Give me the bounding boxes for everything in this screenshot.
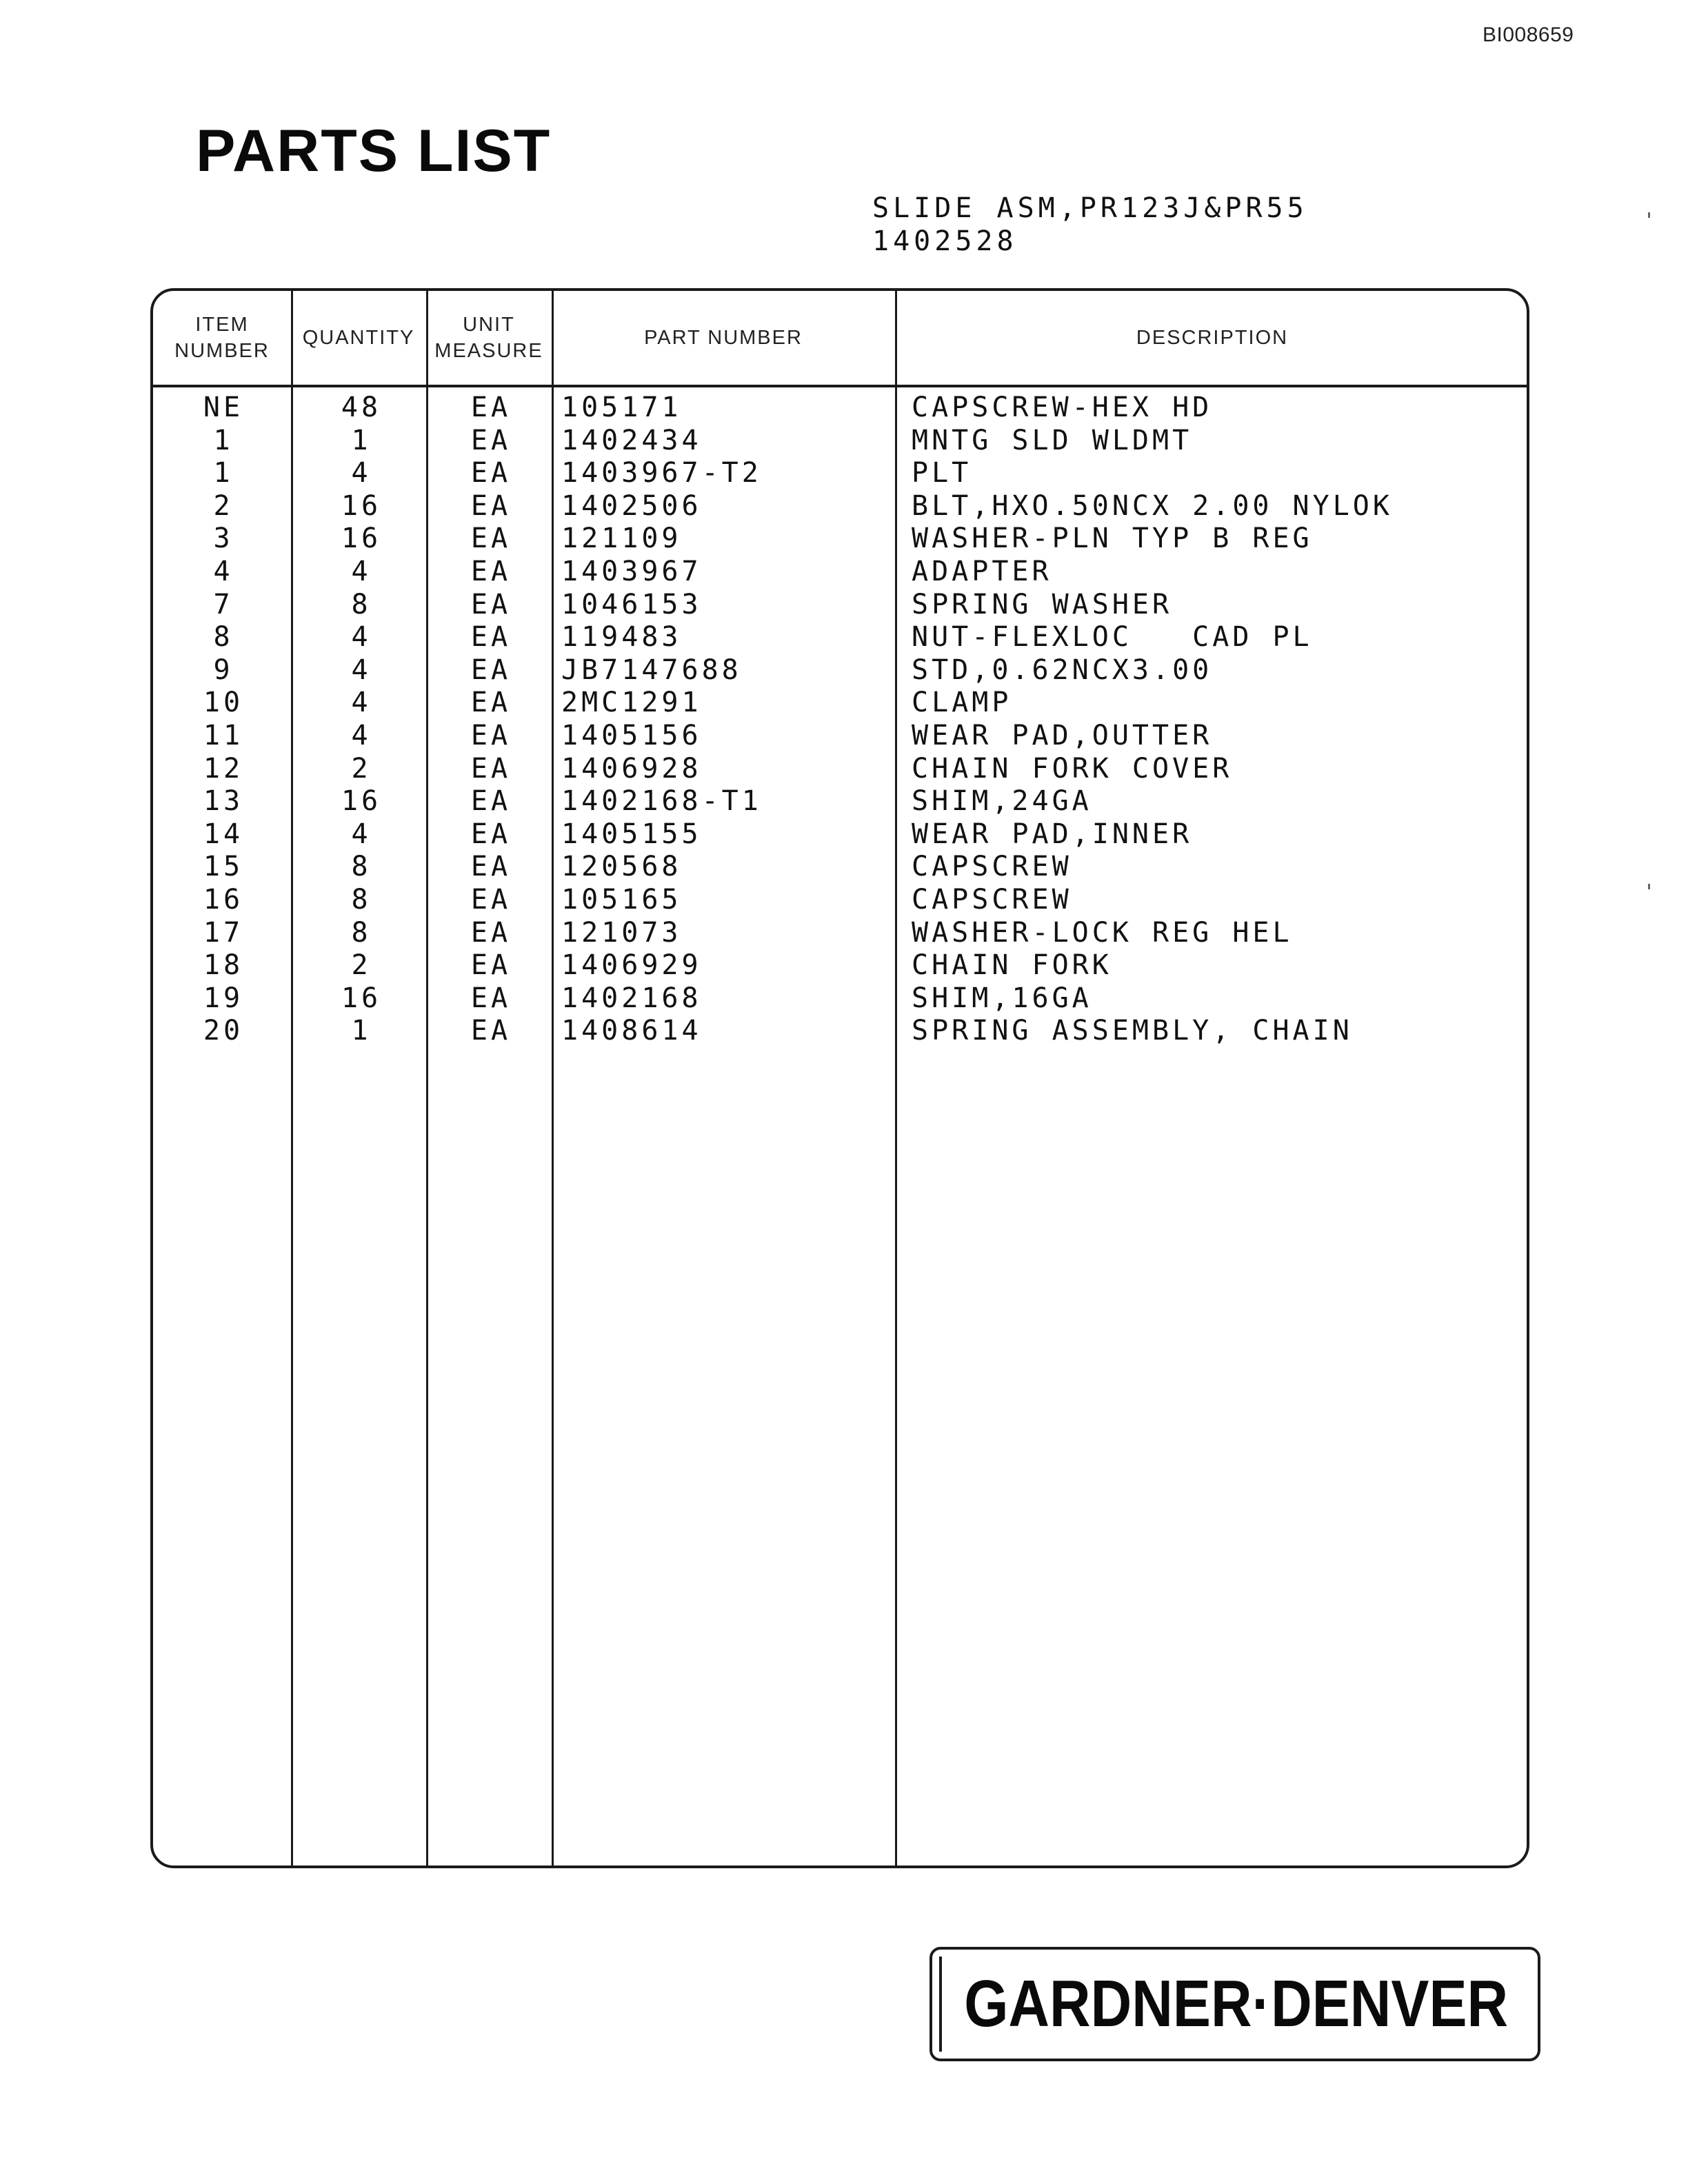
item-number-cell: 15 <box>203 851 244 883</box>
scan-mark <box>1648 884 1650 889</box>
parts-table <box>150 288 1529 1868</box>
description-cell: SPRING ASSEMBLY, CHAIN <box>912 1015 1353 1047</box>
item-number-cell: 17 <box>203 916 244 949</box>
item-number-cell: 9 <box>213 654 234 686</box>
part-number-cell: 105171 <box>561 392 682 423</box>
logo-text: GARDNER·DENVER <box>964 1967 1509 2041</box>
description-cell: CLAMP <box>912 687 1012 719</box>
header-item-number: ITEM NUMBER <box>174 314 270 362</box>
unit-measure-cell: EA <box>470 883 512 916</box>
unit-measure-cell: EA <box>470 555 512 587</box>
table-row <box>153 654 1527 687</box>
description-cell: CAPSCREW <box>912 851 1072 883</box>
item-number-cell: 18 <box>203 949 244 982</box>
unit-measure-cell: EA <box>470 916 512 949</box>
table-row <box>153 753 1527 786</box>
unit-measure-cell: EA <box>470 1015 512 1047</box>
item-number-cell: 4 <box>213 555 234 587</box>
item-number-cell: 20 <box>203 1015 244 1047</box>
quantity-cell: 8 <box>351 916 372 949</box>
table-row <box>153 818 1527 851</box>
quantity-cell: 16 <box>341 785 382 818</box>
assembly-heading <box>872 192 1308 258</box>
quantity-cell: 48 <box>341 392 382 423</box>
unit-measure-cell: EA <box>470 392 512 423</box>
table-row <box>153 917 1527 950</box>
part-number-cell: 1408614 <box>561 1015 702 1047</box>
item-number-cell: NE <box>203 392 244 423</box>
quantity-cell: 16 <box>341 982 382 1014</box>
quantity-cell: 16 <box>341 523 382 555</box>
part-number-cell: 1402506 <box>561 489 702 522</box>
part-number-cell: 1402168 <box>561 982 702 1014</box>
unit-measure-cell: EA <box>470 851 512 883</box>
table-row <box>153 884 1527 917</box>
gardner-denver-logo <box>930 1947 1540 2061</box>
description-cell: WEAR PAD,INNER <box>912 818 1193 850</box>
page-title: PARTS LIST <box>196 118 552 184</box>
quantity-cell: 4 <box>351 654 372 686</box>
header-part-number: PART NUMBER <box>644 327 803 349</box>
header-description: DESCRIPTION <box>1136 327 1289 349</box>
table-row <box>153 589 1527 622</box>
unit-measure-cell: EA <box>470 818 512 850</box>
part-number-cell: 1406928 <box>561 752 702 785</box>
part-number-cell: 1046153 <box>561 588 702 620</box>
item-number-cell: 2 <box>213 489 234 522</box>
unit-measure-cell: EA <box>470 687 512 719</box>
unit-measure-cell: EA <box>470 785 512 818</box>
description-cell: WASHER-PLN TYP B REG <box>912 523 1313 555</box>
quantity-cell: 16 <box>341 489 382 522</box>
quantity-cell: 4 <box>351 457 372 489</box>
description-cell: CHAIN FORK <box>912 949 1112 982</box>
description-cell: SHIM,16GA <box>912 982 1092 1014</box>
description-cell: STD,0.62NCX3.00 <box>912 654 1213 686</box>
item-number-cell: 10 <box>203 687 244 719</box>
table-row <box>153 687 1527 720</box>
table-body <box>153 392 1527 1048</box>
document-id: BI008659 <box>1483 23 1574 46</box>
item-number-cell: 8 <box>213 621 234 654</box>
unit-measure-cell: EA <box>470 457 512 489</box>
part-number-cell: 1403967-T2 <box>561 457 762 489</box>
table-row <box>153 523 1527 556</box>
table-row <box>153 490 1527 523</box>
item-number-cell: 3 <box>213 523 234 555</box>
quantity-cell: 4 <box>351 818 372 850</box>
description-cell: BLT,HXO.50NCX 2.00 NYLOK <box>912 489 1393 522</box>
table-row <box>153 556 1527 589</box>
item-number-cell: 19 <box>203 982 244 1014</box>
part-number-cell: 121073 <box>561 916 682 949</box>
item-number-cell: 7 <box>213 588 234 620</box>
description-cell: SHIM,24GA <box>912 785 1092 818</box>
part-number-cell: 1402168-T1 <box>561 785 762 818</box>
part-number-cell: 105165 <box>561 883 682 916</box>
quantity-cell: 1 <box>351 1015 372 1047</box>
header-divider <box>153 385 1527 387</box>
scan-mark <box>1648 212 1650 218</box>
part-number-cell: 1402434 <box>561 424 702 456</box>
logo-frame <box>939 1957 1531 2052</box>
unit-measure-cell: EA <box>470 719 512 751</box>
table-row <box>153 621 1527 654</box>
item-number-cell: 11 <box>203 719 244 751</box>
quantity-cell: 8 <box>351 588 372 620</box>
quantity-cell: 2 <box>351 752 372 785</box>
item-number-cell: 1 <box>213 424 234 456</box>
part-number-cell: JB7147688 <box>561 654 742 686</box>
header-unit-measure: UNIT MEASURE <box>434 314 543 362</box>
part-number-cell: 2MC1291 <box>561 687 702 719</box>
description-cell: CAPSCREW <box>912 883 1072 916</box>
quantity-cell: 1 <box>351 424 372 456</box>
table-row <box>153 982 1527 1015</box>
quantity-cell: 8 <box>351 883 372 916</box>
table-row <box>153 1015 1527 1048</box>
unit-measure-cell: EA <box>470 523 512 555</box>
description-cell: SPRING WASHER <box>912 588 1173 620</box>
quantity-cell: 4 <box>351 621 372 654</box>
description-cell: CAPSCREW-HEX HD <box>912 392 1213 423</box>
item-number-cell: 16 <box>203 883 244 916</box>
item-number-cell: 1 <box>213 457 234 489</box>
description-cell: MNTG SLD WLDMT <box>912 424 1193 456</box>
table-row <box>153 851 1527 884</box>
item-number-cell: 14 <box>203 818 244 850</box>
part-number-cell: 120568 <box>561 851 682 883</box>
assembly-number: 1402528 <box>872 225 1018 257</box>
part-number-cell: 1403967 <box>561 555 702 587</box>
unit-measure-cell: EA <box>470 949 512 982</box>
table-row <box>153 720 1527 753</box>
description-cell: WEAR PAD,OUTTER <box>912 719 1213 751</box>
table-row <box>153 392 1527 425</box>
part-number-cell: 119483 <box>561 621 682 654</box>
part-number-cell: 121109 <box>561 523 682 555</box>
quantity-cell: 4 <box>351 719 372 751</box>
table-row <box>153 425 1527 458</box>
table-row <box>153 785 1527 818</box>
description-cell: NUT-FLEXLOC CAD PL <box>912 621 1313 654</box>
unit-measure-cell: EA <box>470 752 512 785</box>
header-quantity: QUANTITY <box>302 327 415 349</box>
quantity-cell: 4 <box>351 687 372 719</box>
unit-measure-cell: EA <box>470 621 512 654</box>
unit-measure-cell: EA <box>470 489 512 522</box>
part-number-cell: 1406929 <box>561 949 702 982</box>
unit-measure-cell: EA <box>470 588 512 620</box>
description-cell: WASHER-LOCK REG HEL <box>912 916 1293 949</box>
description-cell: PLT <box>912 457 972 489</box>
unit-measure-cell: EA <box>470 654 512 686</box>
description-cell: ADAPTER <box>912 555 1052 587</box>
item-number-cell: 13 <box>203 785 244 818</box>
unit-measure-cell: EA <box>470 424 512 456</box>
quantity-cell: 8 <box>351 851 372 883</box>
table-row <box>153 949 1527 982</box>
item-number-cell: 12 <box>203 752 244 785</box>
assembly-name: SLIDE ASM,PR123J&PR55 <box>872 192 1308 224</box>
unit-measure-cell: EA <box>470 982 512 1014</box>
table-row <box>153 457 1527 490</box>
quantity-cell: 2 <box>351 949 372 982</box>
part-number-cell: 1405156 <box>561 719 702 751</box>
description-cell: CHAIN FORK COVER <box>912 752 1233 785</box>
quantity-cell: 4 <box>351 555 372 587</box>
part-number-cell: 1405155 <box>561 818 702 850</box>
